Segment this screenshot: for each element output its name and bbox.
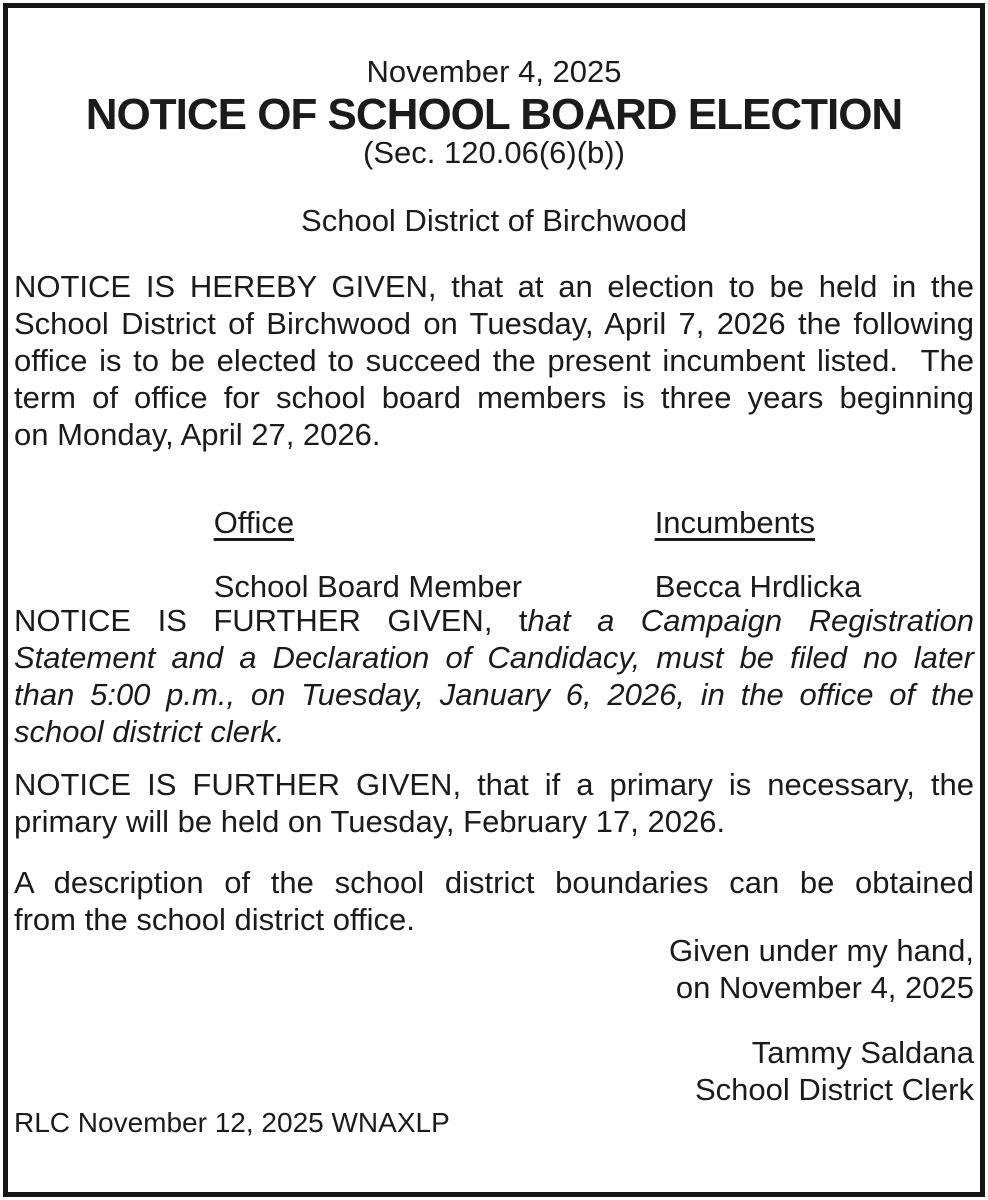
text-segment: on Monday, April 27, 2026. bbox=[14, 417, 381, 452]
publication-reference: RLC November 12, 2025 WNAXLP bbox=[14, 1107, 450, 1138]
text-segment: School District of Birchwood on Tuesday, April 7, 2026 the following bbox=[14, 306, 974, 341]
text-line bbox=[14, 864, 974, 901]
notice-title: NOTICE OF SCHOOL BOARD ELECTION bbox=[85, 90, 903, 139]
text-line bbox=[14, 268, 974, 305]
given-date-line: on November 4, 2025 bbox=[675, 970, 974, 1005]
incumbent-cell: Becca Hrdlicka bbox=[654, 569, 862, 604]
text-segment: A description of the school district boundaries can be obtained bbox=[14, 865, 974, 900]
text-line bbox=[14, 342, 974, 379]
clerk-name: Tammy Saldana bbox=[751, 1035, 974, 1070]
text-segment: school district clerk. bbox=[14, 714, 285, 749]
notice-border bbox=[3, 3, 985, 1197]
school-district-name: School District of Birchwood bbox=[301, 203, 687, 238]
given-under-hand-line: Given under my hand, bbox=[668, 933, 974, 968]
text-segment: from the school district office. bbox=[14, 902, 415, 937]
text-segment: Statement and a Declaration of Candidacy, must be filed no later bbox=[14, 640, 974, 675]
text-line bbox=[14, 639, 974, 676]
paragraph-primary bbox=[14, 766, 974, 840]
text-line bbox=[14, 602, 974, 639]
text-segment: hat a Campaign Registration bbox=[527, 603, 974, 638]
clerk-title: School District Clerk bbox=[694, 1072, 974, 1107]
text-segment: term of office for school board members is three years beginning bbox=[14, 380, 974, 415]
paragraph-candidacy-filing bbox=[14, 602, 974, 750]
notice-content bbox=[14, 8, 974, 1192]
text-line bbox=[14, 416, 974, 453]
text-segment: NOTICE IS FURTHER GIVEN, t bbox=[14, 603, 528, 638]
statute-reference: (Sec. 120.06(6)(b)) bbox=[363, 135, 625, 170]
text-segment: primary will be held on Tuesday, February 17, 2026. bbox=[14, 804, 726, 839]
notice-date: November 4, 2025 bbox=[366, 54, 622, 89]
text-segment: than 5:00 p.m., on Tuesday, January 6, 2026, in the office of the bbox=[14, 677, 974, 712]
text-segment: office is to be elected to succeed the present incumbent listed. The bbox=[14, 343, 974, 378]
text-segment: NOTICE IS HEREBY GIVEN, that at an election to be held in the bbox=[14, 269, 974, 304]
text-line bbox=[14, 379, 974, 416]
text-line bbox=[14, 676, 974, 713]
incumbents-column-header: Incumbents bbox=[654, 505, 815, 540]
text-line bbox=[14, 766, 974, 803]
text-line bbox=[14, 305, 974, 342]
office-column-header: Office bbox=[213, 505, 295, 540]
text-line bbox=[14, 713, 974, 750]
paragraph-boundaries bbox=[14, 864, 974, 938]
text-line bbox=[14, 803, 974, 840]
paragraph-election-notice bbox=[14, 268, 974, 453]
office-cell: School Board Member bbox=[213, 569, 523, 604]
text-segment: NOTICE IS FURTHER GIVEN, that if a primary is necessary, the bbox=[14, 767, 974, 802]
